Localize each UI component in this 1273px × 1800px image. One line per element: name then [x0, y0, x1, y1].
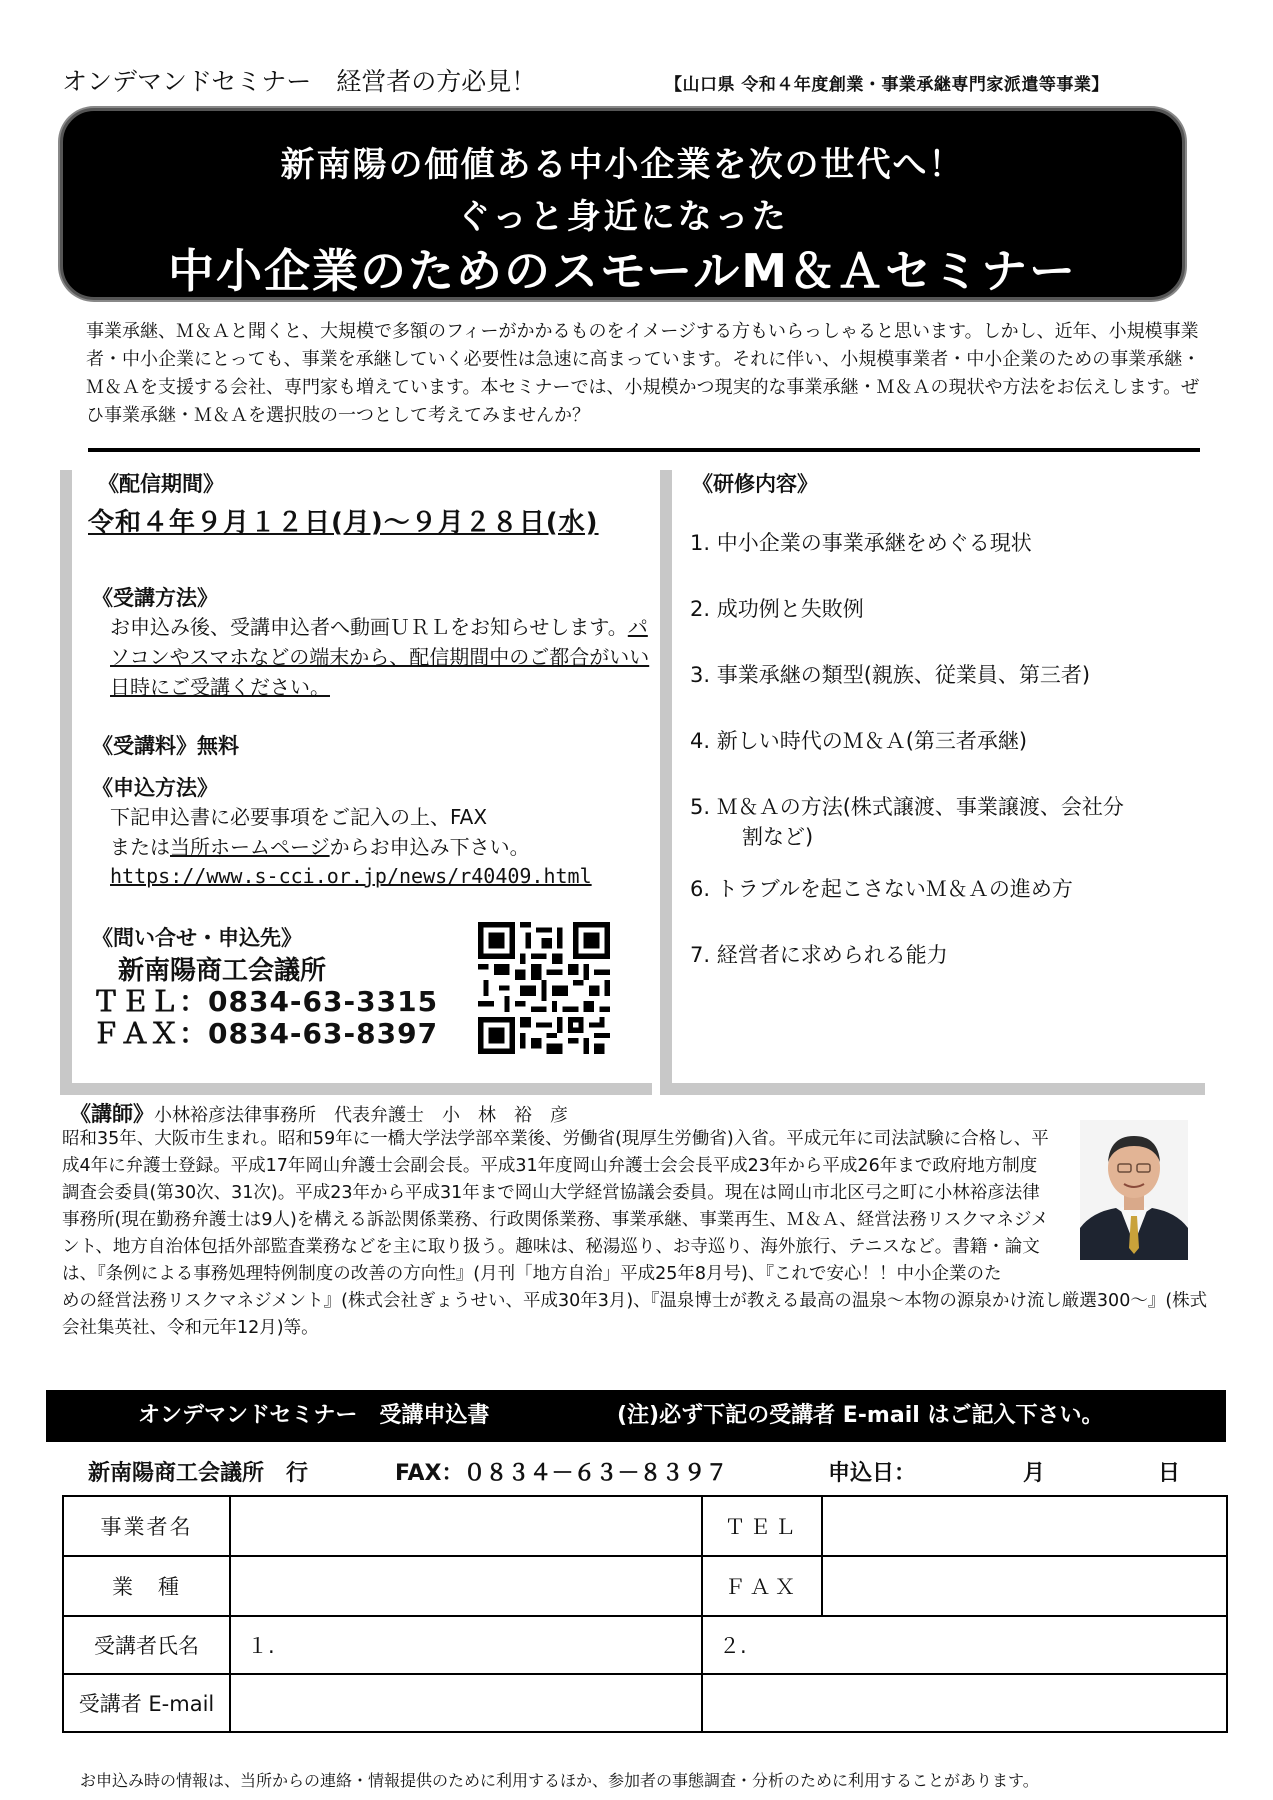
header-right: 【山口県 令和４年度創業・事業承継専門家派遣等事業】	[665, 75, 1109, 95]
industry-label: 業 種	[63, 1556, 230, 1616]
list-item: 1. 中小企業の事業承継をめぐる現状	[690, 531, 1032, 555]
industry-field[interactable]	[230, 1556, 702, 1616]
curriculum-list	[690, 528, 1210, 1006]
list-item: 2. 成功例と失敗例	[690, 597, 864, 621]
banner-line1: 新南陽の価値ある中小企業を次の世代へ！	[280, 145, 965, 185]
method-title: 《受講方法》	[92, 586, 218, 610]
attendee-1-field[interactable]: １.	[230, 1616, 702, 1674]
email-label: 受講者 E-mail	[63, 1674, 230, 1732]
lecturer-bio-2: めの経営法務リスクマネジメント』(株式会社ぎょうせい、平成30年3月)、『温泉博士が教える最高の温泉～本物の源泉かけ流し厳選300～』(株式会社集英社、令和元年12月)等。	[62, 1291, 1208, 1338]
fax-field[interactable]	[822, 1556, 1227, 1616]
email-2-field[interactable]	[702, 1674, 1227, 1732]
method-text-2: パソコンやスマホなどの端末から、配信期間中のご都合がいい日時にご受講ください。	[110, 615, 650, 699]
banner-title: 中小企業のためのスモールM＆Ａセミナー	[167, 244, 1077, 298]
form-header-bar	[46, 1390, 1226, 1442]
table-row	[63, 1616, 1227, 1674]
apply-text-2c: からお申込み下さい。	[329, 835, 530, 859]
lecturer-bio-1: 昭和35年、大阪市生まれ。昭和59年に一橋大学法学部卒業後、労働省(現厚生労働省)入省。平成元年に司法試験に合格し、平成4年に弁護士登録。平成17年岡山弁護士会副会長。平成31年度岡山弁護士会会長平成23年から平成26年まで政府地方制度調査会委員(第30次、31次)。平成23年から平成31年まで岡山大学経営協議会委員。現在は岡山市北区弓之町に小林裕彦法律事務所(現在勤務弁護士は9人)を構える訴訟関係業務、行政関係業務、事業承継、事業再生、Ｍ＆Ａ、経営法務リスクマネジメント、地方自治体包括外部監査業務などを主に取り扱う。趣味は、秘湯巡り、お寺巡り、海外旅行、テニスなど。書籍・論文は、『条例による事務処理特例制度の改善の方向性』(月刊「地方自治」平成25年8月号)、『これで安心！！中小企業のた	[62, 1129, 1049, 1284]
apply-text	[110, 802, 650, 862]
table-row	[63, 1496, 1227, 1556]
list-item-line: 5. Ｍ＆Ａの方法(株式譲渡、事業譲渡、会社分	[690, 795, 1124, 819]
table-row	[63, 1674, 1227, 1732]
period-title: 《配信期間》	[98, 472, 224, 496]
list-item: 6. トラブルを起こさないＭ＆Ａの進め方	[690, 877, 1073, 901]
contact-org: 新南陽商工会議所	[118, 956, 327, 986]
lecturer-portrait-icon	[1080, 1120, 1188, 1260]
form-to: 新南陽商工会議所 行	[88, 1461, 309, 1486]
attendee-2-field[interactable]: ２.	[702, 1616, 1227, 1674]
fee-label: 《受講料》	[92, 734, 197, 758]
list-item: 7. 経営者に求められる能力	[690, 943, 948, 967]
apply-text-2a: または	[110, 835, 170, 859]
form-day: 日	[1158, 1461, 1181, 1486]
fax-label: ＦＡＸ	[702, 1556, 822, 1616]
company-field[interactable]	[230, 1496, 702, 1556]
privacy-note: お申込み時の情報は、当所からの連絡・情報提供のために利用するほか、参加者の事態調査・分析のために利用することがあります。	[80, 1771, 1039, 1790]
list-item: 3. 事業承継の類型(親族、従業員、第三者)	[690, 663, 1091, 687]
list-item: 4. 新しい時代のＭ＆Ａ(第三者承継)	[690, 729, 1028, 753]
qr-code-icon[interactable]	[478, 922, 610, 1054]
table-row	[63, 1556, 1227, 1616]
apply-url-link[interactable]: https://www.s-cci.or.jp/news/r40409.html	[110, 864, 592, 888]
period-value: 令和４年９月１２日(月)～９月２８日(水)	[88, 508, 599, 538]
contact-title: 《問い合せ・申込先》	[92, 926, 302, 950]
apply-title: 《申込方法》	[92, 776, 218, 800]
form-title: オンデマンドセミナー 受講申込書	[138, 1403, 490, 1428]
intro-text: 事業承継、Ｍ＆Ａと聞くと、大規模で多額のフィーがかかるものをイメージする方もいらっしゃると思います。しかし、近年、小規模事業者・中小企業にとっても、事業を承継していく必要性は急速に高まっています。それに伴い、小規模事業者・中小企業のための事業承継・Ｍ＆Ａを支援する会社、専門家も増えています。本セミナーでは、小規模かつ現実的な事業承継・Ｍ＆Ａの現状や方法をお伝えします。ぜひ事業承継・Ｍ＆Ａを選択肢の一つとして考えてみませんか？	[86, 321, 1201, 426]
company-label: 事業者名	[63, 1496, 230, 1556]
fee	[92, 730, 239, 760]
application-form-table	[62, 1495, 1228, 1733]
apply-text-1: 下記申込書に必要事項をご記入の上、FAX	[110, 805, 488, 829]
form-month: 月	[1023, 1461, 1046, 1486]
fee-value: 無料	[197, 734, 239, 758]
list-item-line: 割など)	[742, 825, 814, 849]
contact-fax: ＦＡＸ：0834-63-8397	[92, 1017, 439, 1050]
title-banner	[60, 108, 1185, 300]
lecturer-title: 《講師》	[70, 1102, 154, 1126]
curriculum-title: 《研修内容》	[692, 472, 818, 496]
list-item	[690, 792, 1210, 852]
email-1-field[interactable]	[230, 1674, 702, 1732]
tel-field[interactable]	[822, 1496, 1227, 1556]
form-note: (注)必ず下記の受講者 E-mail はご記入下さい。	[617, 1403, 1104, 1428]
form-date-label: 申込日：	[828, 1461, 917, 1486]
tel-label: ＴＥＬ	[702, 1496, 822, 1556]
divider	[88, 448, 1200, 452]
form-fax: FAX：０８３４－６３－８３９７	[395, 1461, 728, 1486]
header-left: オンデマンドセミナー 経営者の方必見！	[62, 67, 537, 96]
lecturer-bio	[62, 1126, 1222, 1342]
banner-line2: ぐっと身近になった	[456, 197, 789, 237]
lecturer-name: 小林裕彦法律事務所 代表弁護士 小 林 裕 彦	[154, 1105, 568, 1126]
lecturer-heading	[70, 1098, 568, 1128]
contact-tel: ＴＥＬ：0834-63-3315	[92, 985, 439, 1018]
homepage-link[interactable]: 当所ホームページ	[170, 835, 330, 859]
method-text	[110, 612, 650, 702]
attendee-label: 受講者氏名	[63, 1616, 230, 1674]
method-text-1: お申込み後、受講申込者へ動画ＵＲＬをお知らせします。	[110, 615, 628, 639]
